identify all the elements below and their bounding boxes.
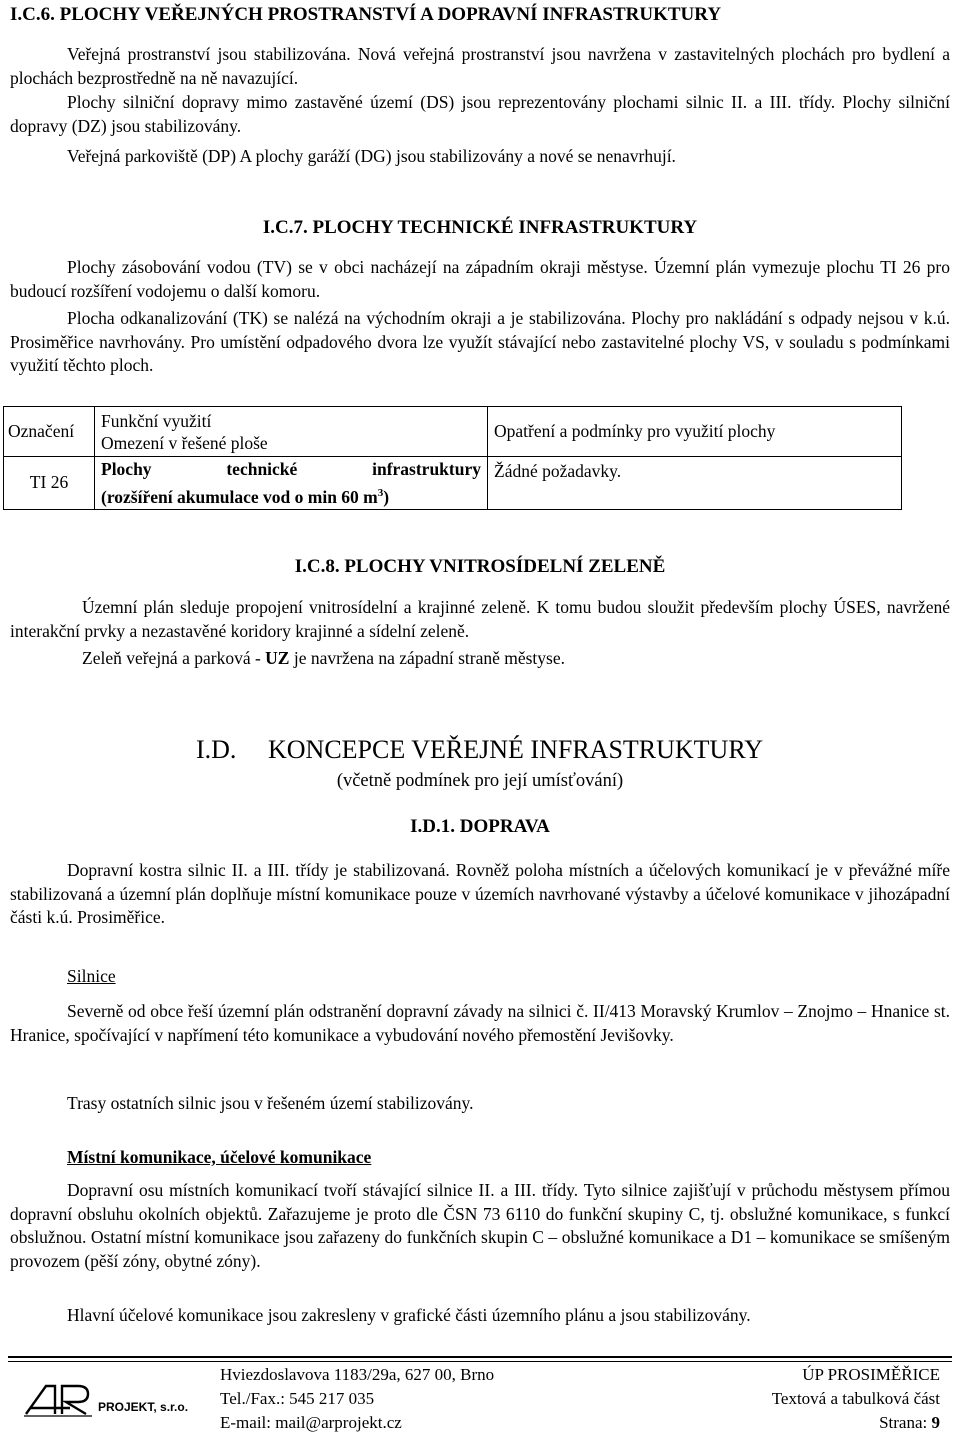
section-heading-id1: I.D.1. DOPRAVA <box>410 816 550 837</box>
chapter-subtitle: (včetně podmínek pro její umísťování) <box>336 771 624 791</box>
cell-use-detail <box>101 481 481 509</box>
paragraph-green-spaces: Územní plán sleduje propojení vnitrosídelní a krajinné zeleně. K tomu budou sloužit především plochy ÚSES, navržené interakční prvky a nezastavěné koridory krajinné a sídelní zeleně. <box>10 597 950 641</box>
cell-designation: TI 26 <box>4 457 95 510</box>
footer-page-number <box>640 1411 940 1435</box>
section-heading-ic7: I.C.7. PLOCHY TECHNICKÉ INFRASTRUKTURY <box>262 217 698 238</box>
section-heading-ic6: I.C.6. PLOCHY VEŘEJNÝCH PROSTRANSTVÍ A DOPRAVNÍ INFRASTRUKTURY <box>10 4 722 25</box>
cell-use-detail-text: (rozšíření akumulace vod o min 60 m <box>101 486 378 507</box>
footer-email: E-mail: mail@arprojekt.cz <box>220 1413 402 1432</box>
paragraph-road-areas: Plochy silniční dopravy mimo zastavěné území (DS) jsou reprezentovány plochami silnic II. a III. třídy. Plochy silniční dopravy (DZ) jsou stabilizovány. <box>10 92 950 136</box>
table-row <box>4 457 902 510</box>
header-designation: Označení <box>4 407 95 457</box>
park-greenery-code: UZ <box>265 648 290 668</box>
logo-text: PROJEKT, s.r.o. <box>98 1400 189 1414</box>
cell-functional-use <box>95 457 488 510</box>
cell-use-title: Plochy technické infrastruktury <box>101 459 481 479</box>
footer-phone: Tel./Fax.: 545 217 035 <box>220 1389 375 1408</box>
footer-divider <box>8 1356 952 1358</box>
chapter-title: KONCEPCE VEŘEJNÉ INFRASTRUKTURY <box>268 735 764 764</box>
paragraph-other-roads: Trasy ostatních silnic jsou v řešeném území stabilizovány. <box>67 1093 474 1113</box>
paragraph-sewerage: Plocha odkanalizování (TK) se nalézá na východním okraji a je stabilizována. Plochy pro nakládání s odpady nejsou v k.ú. Prosiměřice navrhovány. Pro umístění odpadového dvora lze využít stávající nebo zastavitelné plochy VS, v souladu s podmínkami využití těchto ploch. <box>10 308 950 375</box>
paragraph-water-supply: Plochy zásobování vodou (TV) se v obci nacházejí na západním okraji městyse. Územní plán vymezuje plochu TI 26 pro budoucí rozšíření vodojemu o další komoru. <box>10 257 950 301</box>
section-heading-ic8: I.C.8. PLOCHY VNITROSÍDELNÍ ZELENĚ <box>294 556 666 577</box>
paragraph-local-roads: Dopravní osu místních komunikací tvoří stávající silnice II. a III. třídy. Tyto silnice zajišťují v průchodu městysem přímou dopravní obsluhu okolních objektů. Zařazujeme je proto dle ČSN 73 6110 do funkční skupiny C, tj. obslužné komunikace, s funkcí obslužnou. Ostatní místní komunikace jsou zařazeny do funkčních skupin C – obslužné komunikace a D1 – komunikace se smíšeným provozem (pěší zóny, obytné zóny). <box>10 1180 950 1271</box>
cell-unit-superscript: 3 <box>377 487 384 499</box>
park-greenery-text-a: Zeleň veřejná a parková - <box>82 648 266 668</box>
technical-infrastructure-table <box>3 406 902 510</box>
chapter-number: I.D. <box>196 735 237 764</box>
subheading-local-roads: Místní komunikace, účelové komunikace <box>67 1147 372 1167</box>
page-number-value: 9 <box>931 1413 940 1432</box>
paragraph-public-spaces: Veřejná prostranství jsou stabilizována. Nová veřejná prostranství jsou navržena v zastavitelných plochách pro bydlení a plochách bezprostředně na ně navazující. <box>10 44 950 88</box>
header-measures: Opatření a podmínky pro využití plochy <box>488 407 902 457</box>
paragraph-main-purpose-roads: Hlavní účelové komunikace jsou zakresleny v grafické části územního plánu a jsou stabilizovány. <box>67 1305 751 1325</box>
footer-project-name: ÚP PROSIMĚŘICE <box>802 1365 940 1384</box>
chapter-heading-id <box>196 734 956 766</box>
paragraph-road-network: Dopravní kostra silnic II. a III. třídy je stabilizovaná. Rovněž poloha místních a účelových komunikací je v převážné míře stabilizovaná a územní plán doplňuje místní komunikace pouze v územích navrhované výstavby a účelové komunikace v jihozápadní části k.ú. Prosiměřice. <box>10 860 950 927</box>
footer-address: Hviezdoslavova 1183/29a, 627 00, Brno <box>220 1365 495 1384</box>
park-greenery-text-c: je navržena na západní straně městyse. <box>289 648 565 668</box>
paragraph-park-greenery <box>10 647 950 671</box>
company-logo <box>22 1380 202 1420</box>
page-label: Strana: <box>879 1413 932 1432</box>
cell-measures: Žádné požadavky. <box>488 457 902 510</box>
header-functional-use: Funkční využití <box>101 410 212 431</box>
paragraph-road-defect: Severně od obce řeší územní plán odstranění dopravní závady na silnici č. II/413 Moravský Krumlov – Znojmo – Hnanice st. Hranice, spočívající v napřímení této komunikace a vybudování nového přemostění Jevišovky. <box>10 1001 950 1045</box>
header-limitations: Omezení v řešené ploše <box>101 432 268 453</box>
cell-use-detail-end: ) <box>383 486 390 507</box>
footer-divider-thin <box>8 1361 952 1362</box>
paragraph-parking: Veřejná parkoviště (DP) A plochy garáží (DG) jsou stabilizovány a nové se nenavrhují. <box>67 146 676 166</box>
table-header-row <box>4 407 902 457</box>
subheading-roads: Silnice <box>67 966 116 986</box>
footer-document-part: Textová a tabulková část <box>771 1389 940 1408</box>
header-use-limits <box>95 407 488 457</box>
